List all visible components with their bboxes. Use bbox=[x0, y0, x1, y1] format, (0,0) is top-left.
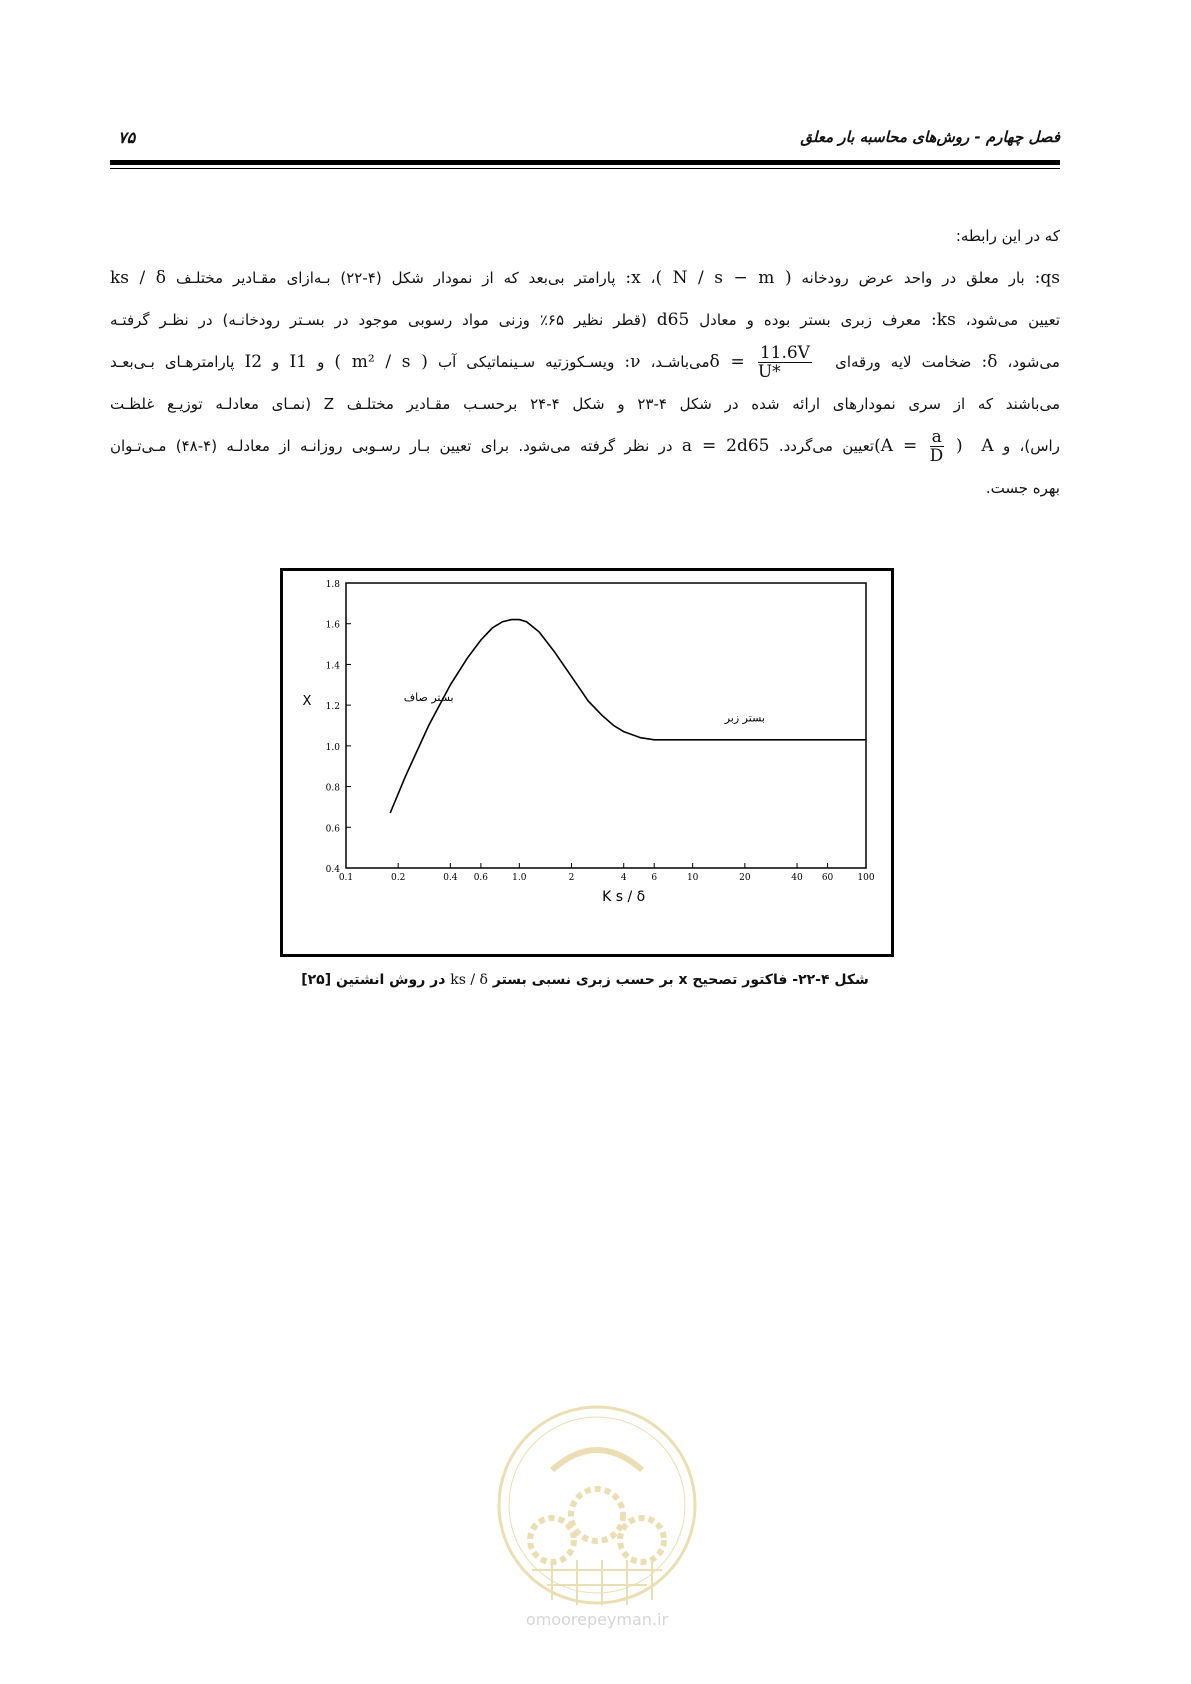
watermark-url: omoorepeyman.ir bbox=[525, 1610, 669, 1629]
y-tick-label: 1.4 bbox=[325, 661, 340, 672]
paragraph-line-6: بهره جست. bbox=[985, 479, 1060, 497]
x-tick-label: 100 bbox=[857, 873, 875, 883]
x-tick-label: 4 bbox=[620, 873, 627, 883]
y-tick-label: 1.8 bbox=[325, 580, 340, 590]
x-tick-label: 0.2 bbox=[391, 873, 406, 883]
x-tick-label: 6 bbox=[651, 873, 658, 883]
delta-equation: δ = $\frac{11.6V}{U*}$ bbox=[709, 343, 810, 382]
x-tick-label: 0.4 bbox=[443, 873, 458, 883]
x-tick-label: 0.1 bbox=[338, 873, 354, 883]
x-tick-label: 20 bbox=[739, 873, 751, 883]
y-tick-label: 1.2 bbox=[325, 702, 340, 713]
y-axis-label: X bbox=[302, 694, 312, 710]
chapter-title: فصل چهارم - روش‌های محاسبه بار معلق bbox=[800, 128, 1060, 146]
figure-frame bbox=[280, 568, 894, 957]
paragraph-line-1: qs: بار معلق در واحد عرض رودخانه ( N / s − m )، x: پارامتر بی‌بعد که از نمودار شکل (۴-۲۲) بـه‌ازای مقـادیر مختلـف ks / δ bbox=[110, 268, 1060, 288]
body-text bbox=[110, 215, 1060, 509]
y-tick-label: 0.6 bbox=[325, 824, 340, 835]
y-tick-label: 0.8 bbox=[325, 783, 340, 794]
y-tick-label: 1.0 bbox=[325, 742, 340, 753]
x-tick-label: 40 bbox=[791, 873, 803, 883]
x-tick-label: 2 bbox=[568, 873, 575, 883]
curve-annotation: بستر صاف bbox=[403, 691, 454, 705]
paragraph-line-3: می‌شود، δ: ضخامت لایه ورقه‌ای δ = $\frac{11.6V}{U*}$ می‌باشـد، ν: ویسـکوزتیه سـینماتیکی آب ( m² / s ) و I1 و I2 پارامترهـای بـی‌بعـد bbox=[110, 343, 1060, 382]
plot-area bbox=[346, 583, 866, 868]
x-correction-curve bbox=[390, 620, 866, 813]
x-tick-label: 0.6 bbox=[473, 873, 489, 883]
paragraph-line-4: می‌باشند که از سری نمودارهای ارائه شده در شکل ۴-۲۳ و شکل ۴-۲۴ برحسـب مقـادیر مختلـف Z (نمـای معادلـه توزیـع غلظـت bbox=[110, 395, 1061, 413]
header-rule-thick bbox=[110, 160, 1060, 165]
y-tick-label: 1.6 bbox=[325, 620, 340, 631]
watermark-logo bbox=[492, 1400, 702, 1660]
figure-caption: شکل ۴-۲۲- فاکتور تصحیح x بر حسب زبری نسبی بستر ks / δ در روش انشتین [۲۵] bbox=[301, 972, 869, 988]
x-tick-label: 10 bbox=[686, 873, 699, 883]
x-axis-label: K s / δ bbox=[602, 889, 646, 905]
paragraph-line-5: راس)، و A (A = $\frac{a}{D}$ ) تعیین می‌گردد. a = 2d65 در نظر گرفته می‌شود. برای تعیین بـار رسـوبی روزانـه از معادلـه (۴-۴۸) مـی‌تـوان bbox=[110, 427, 1060, 466]
x-correction-chart bbox=[283, 571, 891, 954]
a-equation: (A = $\frac{a}{D}$ ) bbox=[874, 427, 963, 466]
x-tick-label: 1.0 bbox=[512, 873, 527, 883]
page-number: ۷۵ bbox=[118, 128, 136, 147]
curve-annotation: بستر زبر bbox=[724, 711, 765, 725]
paragraph-line-2: تعیین می‌شود، ks: معرف زبری بستر بوده و معادل d65 (قطر نظیر ۶۵٪ وزنی مواد رسوبی موجود در بسـتر رودخانـه) در نظـر گرفتـه bbox=[110, 310, 1060, 330]
page-header bbox=[110, 128, 1060, 158]
header-rule-thin bbox=[110, 168, 1060, 169]
y-tick-label: 0.4 bbox=[325, 865, 340, 875]
paragraph-intro: که در این رابطه: bbox=[955, 227, 1060, 245]
watermark-seal-icon bbox=[492, 1400, 702, 1610]
x-tick-label: 60 bbox=[821, 873, 834, 883]
